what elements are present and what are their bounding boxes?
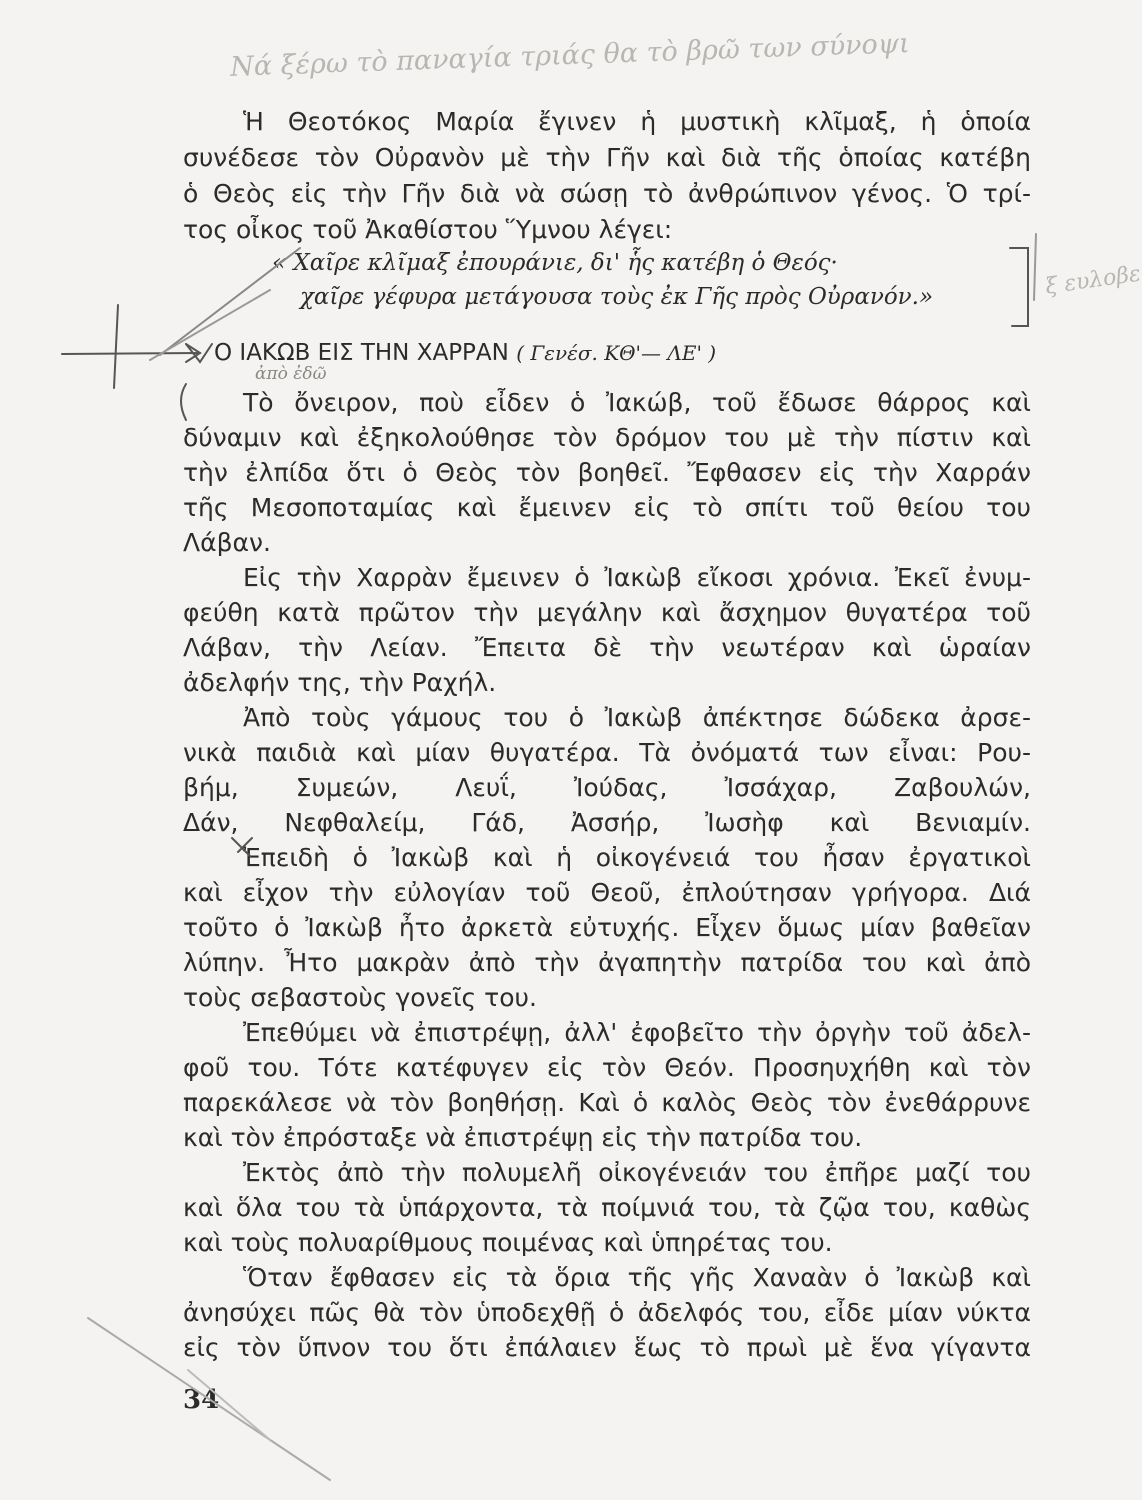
handwritten-note-margin: ξ ευλοβε bbox=[1043, 261, 1142, 300]
pencil-arrow-line bbox=[160, 248, 300, 355]
paragraph-line: Λάβαν. bbox=[183, 528, 271, 557]
paragraph-line: Ἐπεθύμει νὰ ἐπιστρέψῃ, ἀλλ' ἐφοβεῖτο τὴν ὀργὴν τοῦ ἀδελ- bbox=[243, 1018, 1031, 1047]
page-number: 34 bbox=[183, 1385, 220, 1415]
paragraph-line: ἀδελφήν της, τὴν Ραχήλ. bbox=[183, 668, 497, 697]
paragraph-line: καὶ ὅλα του τὰ ὑπάρχοντα, τὰ ποίμνιά του, τὰ ζῷα του, καθὼς bbox=[183, 1193, 1031, 1222]
quote-bracket-mark bbox=[1034, 234, 1036, 300]
paragraph-line: φοῦ του. Τότε κατέφυγεν εἰς τὸν Θεόν. Προσηυχήθη καὶ τὸν bbox=[183, 1053, 1031, 1082]
paragraph-line: φεύθη κατὰ πρῶτον τὴν μεγάλην καὶ ἄσχημον θυγατέρα τοῦ bbox=[183, 598, 1031, 627]
paragraph-line: βήμ, Συμεών, Λευΐ, Ἰούδας, Ἰσσάχαρ, Ζαβουλών, bbox=[183, 773, 1031, 802]
paragraph-line: Ἐπειδὴ ὁ Ἰακὼβ καὶ ἡ οἰκογένειά του ἦσαν ἐργατικοὶ bbox=[243, 843, 1031, 872]
intro-line: τος οἶκος τοῦ Ἀκαθίστου Ὕμνου λέγει: bbox=[183, 215, 673, 244]
paragraph-line: δύναμιν καὶ ἐξηκολούθησε τὸν δρόμον του μὲ τὴν πίστιν καὶ bbox=[183, 423, 1031, 452]
paragraph-line: εἰς τὸν ὕπνον του ὅτι ἐπάλαιεν ἕως τὸ πρωὶ μὲ ἕνα γίγαντα bbox=[183, 1333, 1031, 1362]
paragraph-line: Λάβαν, τὴν Λείαν. Ἔπειτα δὲ τὴν νεωτέραν καὶ ὡραίαν bbox=[183, 633, 1031, 662]
paragraph-line: ἀνησύχει πῶς θὰ τὸν ὑποδεχθῇ ὁ ἀδελφός του, εἶδε μίαν νύκτα bbox=[183, 1298, 1031, 1327]
paragraph-line: καὶ τοὺς πολυαρίθμους ποιμένας καὶ ὑπηρέτας του. bbox=[183, 1228, 833, 1257]
paragraph-line: Ὅταν ἔφθασεν εἰς τὰ ὅρια τῆς γῆς Χαναὰν ὁ Ἰακὼβ καὶ bbox=[243, 1263, 1031, 1292]
handwritten-note-top: Νά ξέρω τὸ παναγία τριάς θα τὸ βρῶ των σύνοψι bbox=[229, 28, 911, 83]
paragraph-line: Εἰς τὴν Χαρρὰν ἔμεινεν ὁ Ἰακὼβ εἴκοσι χρόνια. Ἐκεῖ ἐνυμ- bbox=[243, 563, 1031, 592]
scripture-reference: ( Γενέσ. ΚΘ'— ΛΕ' ) bbox=[516, 341, 717, 365]
intro-line: ὁ Θεὸς εἰς τὴν Γῆν διὰ νὰ σώσῃ τὸ ἀνθρώπινον γένος. Ὁ τρί- bbox=[183, 179, 1031, 208]
pencil-arrow-line bbox=[150, 290, 270, 360]
paragraph-bracket-mark bbox=[181, 384, 186, 420]
handwritten-note-under-heading: ἀπὸ ἐδῶ bbox=[255, 364, 327, 384]
pencil-cross-mark bbox=[114, 305, 118, 388]
paragraph-line: Ἐκτὸς ἀπὸ τὴν πολυμελῆ οἰκογένειάν του ἐπῆρε μαζί του bbox=[243, 1158, 1031, 1187]
hymn-quote-line: « Χαῖρε κλῖμαξ ἐπουράνιε, δι' ἧς κατέβη ὁ Θεός· bbox=[272, 250, 838, 276]
paragraph-line: νικὰ παιδιὰ καὶ μίαν θυγατέρα. Τὰ ὀνόματά των εἶναι: Ρου- bbox=[183, 738, 1031, 767]
pencil-diagonal-line bbox=[188, 1370, 270, 1440]
paragraph-line: καὶ τὸν ἐπρόσταξε νὰ ἐπιστρέψῃ εἰς τὴν πατρίδα του. bbox=[183, 1123, 863, 1152]
quote-bracket-mark bbox=[1010, 248, 1028, 326]
paragraph-line: τοὺς σεβαστοὺς γονεῖς του. bbox=[183, 983, 537, 1012]
paragraph-line: παρεκάλεσε νὰ τὸν βοηθήσῃ. Καὶ ὁ καλὸς Θεὸς τὸν ἐνεθάρρυνε bbox=[183, 1088, 1031, 1117]
paragraph-line: λύπην. Ἦτο μακρὰν ἀπὸ τὴν ἀγαπητὴν πατρίδα του καὶ ἀπὸ bbox=[183, 948, 1031, 977]
paragraph-line: τὴν ἐλπίδα ὅτι ὁ Θεὸς τὸν βοηθεῖ. Ἔφθασεν εἰς τὴν Χαρράν bbox=[183, 458, 1031, 487]
paragraph-line: τῆς Μεσοποταμίας καὶ ἔμεινεν εἰς τὸ σπίτι τοῦ θείου του bbox=[183, 493, 1031, 522]
intro-line: συνέδεσε τὸν Οὐρανὸν μὲ τὴν Γῆν καὶ διὰ τῆς ὁποίας κατέβη bbox=[183, 143, 1031, 172]
paragraph-mark bbox=[232, 838, 252, 856]
intro-line: Ἡ Θεοτόκος Μαρία ἔγινεν ἡ μυστικὴ κλῖμαξ, ἡ ὁποία bbox=[243, 107, 1031, 136]
paragraph-line: Τὸ ὄνειρον, ποὺ εἶδεν ὁ Ἰακώβ, τοῦ ἔδωσε θάρρος καὶ bbox=[243, 388, 1031, 417]
pencil-diagonal-line bbox=[88, 1318, 330, 1480]
hymn-quote-line: χαῖρε γέφυρα μετάγουσα τοὺς ἐκ Γῆς πρὸς Οὐρανόν.» bbox=[300, 284, 934, 310]
paragraph-line: καὶ εἶχον τὴν εὐλογίαν τοῦ Θεοῦ, ἐπλούτησαν γρήγορα. Διά bbox=[183, 878, 1031, 907]
chapter-title: Ο ΙΑΚΩΒ ΕΙΣ ΤΗΝ ΧΑΡΡΑΝ bbox=[214, 340, 509, 366]
paragraph-line: Δάν, Νεφθαλείμ, Γάδ, Ἀσσήρ, Ἰωσὴφ καὶ Βενιαμίν. bbox=[183, 808, 1031, 837]
pencil-cross-mark bbox=[62, 353, 200, 354]
paragraph-line: Ἀπὸ τοὺς γάμους του ὁ Ἰακὼβ ἀπέκτησε δώδεκα ἀρσε- bbox=[243, 703, 1031, 732]
paragraph-line: τοῦτο ὁ Ἰακὼβ ἦτο ἀρκετὰ εὐτυχής. Εἶχεν ὅμως μίαν βαθεῖαν bbox=[183, 913, 1031, 942]
